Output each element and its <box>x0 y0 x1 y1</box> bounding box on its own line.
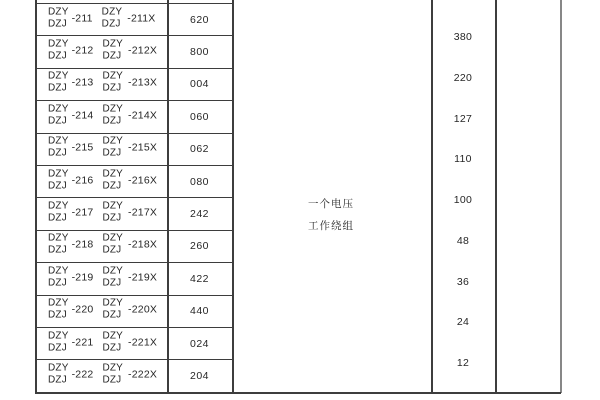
code-value-cell: 242 <box>189 208 210 221</box>
model-number: -215 <box>71 141 94 154</box>
model-prefix-top: DZY <box>48 265 69 277</box>
model-prefix-stack <box>102 233 123 257</box>
code-value-cell: 062 <box>189 143 210 156</box>
model-prefix-top: DZY <box>102 168 124 180</box>
table-row <box>36 327 233 359</box>
model-prefix-top: DZY <box>101 6 123 18</box>
model-prefix-stack <box>48 71 69 95</box>
code-value-cell: 060 <box>189 110 210 123</box>
model-number-x: -216X <box>128 174 158 187</box>
model-prefix-stack <box>48 39 69 63</box>
model-cell <box>36 360 166 391</box>
model-designations <box>48 6 156 30</box>
model-cell <box>36 328 166 359</box>
model-prefix-stack <box>102 39 123 63</box>
table-row <box>36 295 233 327</box>
model-designations <box>48 201 157 225</box>
model-prefix-stack <box>48 201 69 225</box>
model-prefix-bottom: DZJ <box>48 342 67 354</box>
model-prefix-stack <box>48 233 69 257</box>
model-prefix-stack <box>102 363 123 387</box>
code-value-cell: 080 <box>189 175 210 188</box>
model-prefix-stack <box>48 298 69 322</box>
model-number-x: -215X <box>128 141 158 154</box>
model-prefix-bottom: DZJ <box>48 147 67 159</box>
model-prefix-stack <box>102 71 123 95</box>
model-prefix-top: DZY <box>48 330 69 342</box>
model-prefix-bottom: DZJ <box>48 115 67 127</box>
model-designations <box>48 330 157 354</box>
model-number: -214 <box>71 109 94 122</box>
code-value-cell: 440 <box>189 305 210 318</box>
model-number: -213 <box>71 76 94 89</box>
model-prefix-bottom: DZJ <box>48 212 67 224</box>
model-prefix-top: DZY <box>102 103 124 115</box>
model-prefix-bottom: DZJ <box>102 374 122 386</box>
voltage-value: 220 <box>453 71 473 84</box>
table-row <box>36 230 233 262</box>
model-prefix-bottom: DZJ <box>102 147 122 159</box>
model-cell <box>36 263 166 294</box>
table-row <box>36 197 233 229</box>
model-designations <box>48 298 157 322</box>
model-prefix-stack <box>102 136 123 160</box>
table-row <box>36 133 233 165</box>
model-cell <box>36 36 166 67</box>
model-prefix-top: DZY <box>48 362 69 374</box>
voltage-value: 110 <box>454 153 472 166</box>
model-number: -219 <box>71 271 94 284</box>
model-number: -220 <box>71 303 94 316</box>
model-number-x: -220X <box>128 303 158 316</box>
model-prefix-stack <box>102 168 123 192</box>
model-cell <box>36 4 166 35</box>
model-cell <box>36 101 166 132</box>
table-row <box>36 100 233 132</box>
model-prefix-bottom: DZJ <box>101 18 121 30</box>
model-number: -222 <box>71 368 94 381</box>
model-cell <box>36 231 166 262</box>
table-row <box>36 68 233 100</box>
model-prefix-stack <box>102 298 123 322</box>
model-number-x: -222X <box>128 368 158 381</box>
model-prefix-bottom: DZJ <box>48 18 67 30</box>
model-prefix-bottom: DZJ <box>48 82 67 94</box>
model-designations <box>48 233 157 257</box>
model-prefix-bottom: DZJ <box>102 244 122 256</box>
model-number: -212 <box>71 44 94 57</box>
model-prefix-bottom: DZJ <box>102 212 122 224</box>
model-prefix-top: DZY <box>102 135 124 147</box>
table-row <box>36 165 233 197</box>
model-prefix-bottom: DZJ <box>48 244 67 256</box>
model-prefix-top: DZY <box>48 38 69 50</box>
model-prefix-stack <box>48 265 69 289</box>
model-prefix-top: DZY <box>102 297 124 309</box>
voltage-value: 380 <box>453 31 473 43</box>
model-prefix-top: DZY <box>48 297 69 309</box>
model-prefix-top: DZY <box>48 6 69 18</box>
model-prefix-bottom: DZJ <box>48 180 67 192</box>
model-prefix-bottom: DZJ <box>102 82 122 94</box>
voltage-value: 127 <box>453 112 473 125</box>
model-prefix-top: DZY <box>48 70 69 82</box>
model-number: -221 <box>71 336 94 349</box>
voltage-value: 12 <box>456 357 470 369</box>
model-prefix-top: DZY <box>48 135 69 147</box>
voltage-column-right-border <box>495 0 497 393</box>
model-prefix-stack <box>48 103 69 127</box>
model-prefix-top: DZY <box>102 70 124 82</box>
model-cell <box>36 296 166 327</box>
code-value-cell: 422 <box>189 272 210 285</box>
model-prefix-bottom: DZJ <box>48 374 67 386</box>
table-bottom-border <box>35 392 561 395</box>
model-prefix-stack <box>48 330 69 354</box>
model-number-x: -217X <box>128 206 158 219</box>
code-value-cell: 204 <box>189 370 210 383</box>
voltage-value: 36 <box>456 275 470 288</box>
model-prefix-top: DZY <box>48 232 69 244</box>
code-value-cell: 800 <box>189 46 210 59</box>
model-designations <box>48 39 157 63</box>
voltage-value: 48 <box>456 234 470 247</box>
model-prefix-bottom: DZJ <box>102 277 122 289</box>
model-designations <box>48 103 157 127</box>
model-number: -217 <box>71 206 94 219</box>
model-number: -211 <box>71 12 93 25</box>
model-cell <box>36 69 166 100</box>
model-number-x: -218X <box>128 238 158 251</box>
model-prefix-stack <box>102 201 123 225</box>
model-number-x: -221X <box>128 336 158 349</box>
model-prefix-stack <box>102 330 123 354</box>
model-prefix-stack <box>48 363 69 387</box>
model-cell <box>36 166 166 197</box>
model-prefix-stack <box>48 6 69 30</box>
model-number: -216 <box>71 174 94 187</box>
model-number: -218 <box>71 238 94 251</box>
code-value-cell: 260 <box>189 240 210 253</box>
table-row <box>36 359 233 391</box>
model-cell <box>36 134 166 165</box>
model-prefix-top: DZY <box>48 200 69 212</box>
model-prefix-top: DZY <box>102 200 124 212</box>
table-right-border <box>560 0 562 393</box>
model-prefix-bottom: DZJ <box>102 50 122 62</box>
model-prefix-top: DZY <box>48 103 69 115</box>
model-prefix-stack <box>102 103 123 127</box>
model-prefix-bottom: DZJ <box>48 309 67 321</box>
table-row <box>36 35 233 67</box>
code-value-cell: 004 <box>189 78 210 91</box>
model-prefix-stack <box>48 168 69 192</box>
model-prefix-stack <box>48 136 69 160</box>
model-prefix-stack <box>102 6 123 30</box>
model-designations <box>48 363 157 387</box>
model-designations <box>48 71 157 95</box>
model-number-x: -211X <box>127 12 156 25</box>
winding-label-line2: 工作绕组 <box>308 220 354 232</box>
model-prefix-stack <box>102 265 123 289</box>
model-prefix-top: DZY <box>102 232 124 244</box>
voltage-value: 100 <box>453 194 473 206</box>
code-value-cell: 024 <box>189 337 210 350</box>
model-number-x: -212X <box>128 44 158 57</box>
model-designations <box>48 265 157 289</box>
model-prefix-bottom: DZJ <box>48 277 67 289</box>
model-designations <box>48 136 157 160</box>
model-prefix-top: DZY <box>102 330 124 342</box>
model-prefix-top: DZY <box>102 38 124 50</box>
model-number-x: -214X <box>128 109 158 122</box>
model-prefix-top: DZY <box>102 265 124 277</box>
model-number-x: -219X <box>128 271 158 284</box>
model-prefix-bottom: DZJ <box>102 309 122 321</box>
model-prefix-bottom: DZJ <box>102 180 122 192</box>
model-prefix-top: DZY <box>48 168 69 180</box>
winding-label-line1: 一个电压 <box>308 198 354 210</box>
table-row <box>36 3 233 35</box>
model-cell <box>36 198 166 229</box>
model-prefix-bottom: DZJ <box>48 50 67 62</box>
code-value-cell: 620 <box>189 13 210 26</box>
model-designations <box>48 168 157 192</box>
table-row <box>36 262 233 294</box>
voltage-value: 24 <box>456 316 470 329</box>
model-number-x: -213X <box>128 76 158 89</box>
model-prefix-bottom: DZJ <box>102 342 122 354</box>
model-prefix-bottom: DZJ <box>102 115 122 127</box>
model-prefix-top: DZY <box>102 362 124 374</box>
